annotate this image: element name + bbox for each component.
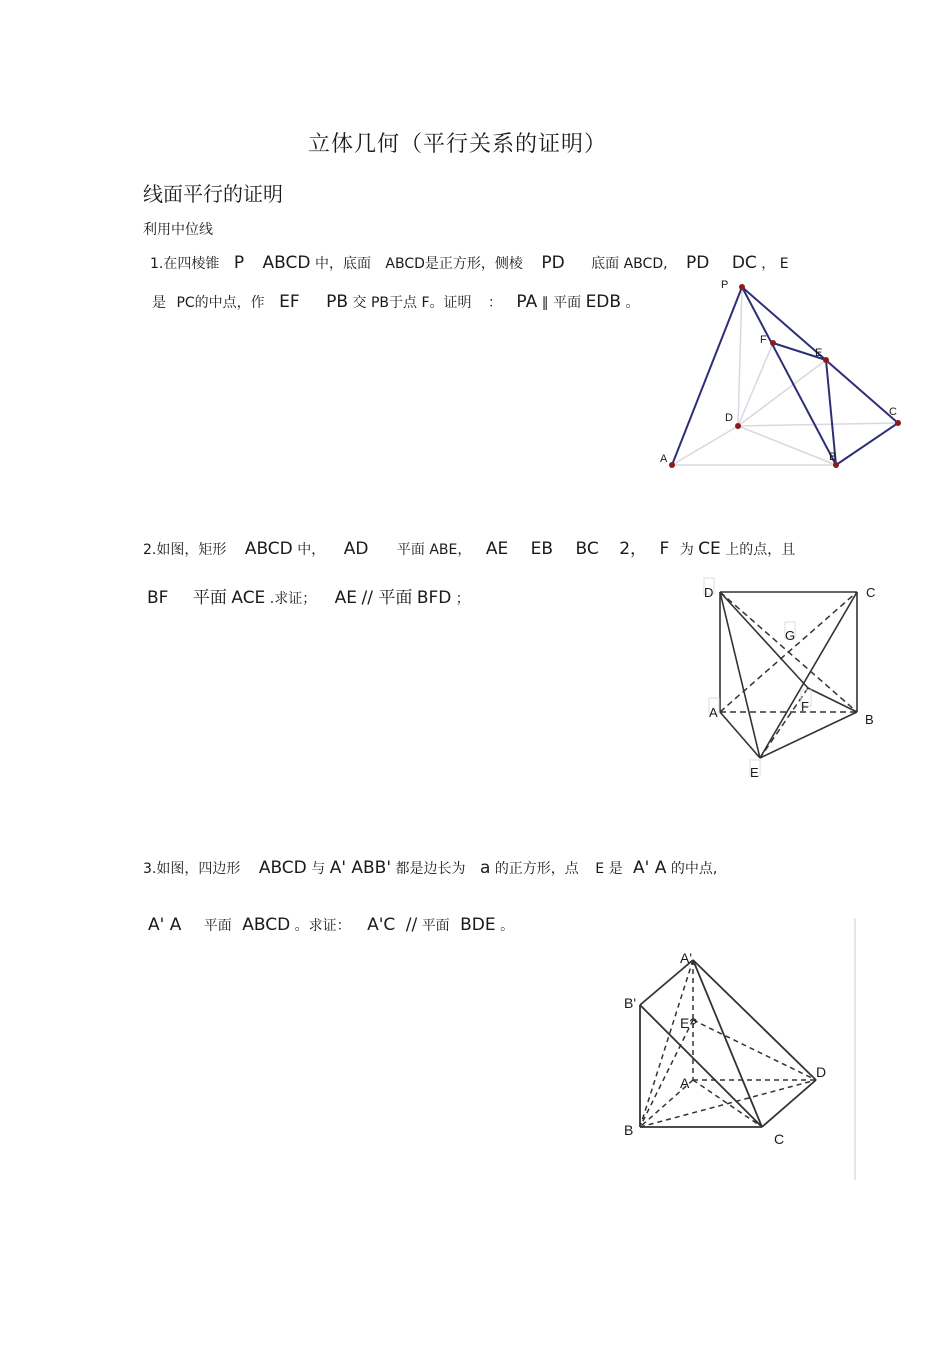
p3-text: 平面 (203, 918, 232, 934)
p3-text: 。求证： (294, 918, 351, 934)
p2-text: BF (147, 588, 169, 608)
p1-text: ∥ 平面 (541, 295, 582, 311)
p3-text: 的中点, (670, 861, 718, 877)
p1-text: PA (516, 292, 538, 312)
label-C: C (774, 1131, 785, 1147)
p1-text: 1.在四棱锥 (150, 256, 220, 272)
label-B-prime: B' (624, 995, 637, 1011)
label-E: E (750, 765, 759, 780)
p2-text: 平面 (192, 588, 227, 608)
p2-text: 上的点，且 (725, 542, 796, 558)
label-B: B (865, 712, 874, 727)
p2-text: CE (698, 539, 721, 559)
p2-text: .求证； (269, 591, 317, 607)
subheading: 利用中位线 (143, 222, 213, 238)
p2-text: F (659, 539, 670, 559)
p3-text: // (405, 915, 418, 935)
label-A: A (709, 705, 718, 720)
p1-text: PB于点 (370, 295, 417, 311)
label-E: E? (680, 1015, 698, 1031)
p2-text: ABE， (429, 542, 472, 558)
p3-text: E (595, 861, 605, 877)
p2-text: AE (334, 588, 358, 608)
p3-text: 的正方形，点 (494, 861, 579, 877)
p1-text: DC (731, 253, 757, 273)
label-B: B (624, 1122, 634, 1138)
p2-text: EB (530, 539, 554, 559)
p1-text: PC的中点，作 (176, 295, 265, 311)
p2-text: AE (485, 539, 509, 559)
label-B: B (829, 451, 837, 463)
label-P: P (721, 279, 729, 291)
label-D: D (816, 1064, 827, 1080)
p1-text: 是 (152, 295, 166, 311)
label-D: D (725, 412, 733, 424)
p2-text: BFD (416, 588, 452, 608)
p3-text: 。 (500, 918, 515, 934)
p3-text: 与 (311, 861, 326, 877)
p1-text: ， (761, 256, 776, 272)
label-G: G (785, 628, 796, 643)
p2-text: ABCD (244, 539, 293, 559)
p1-text: 。 (625, 295, 640, 311)
p1-text: F。证明 (421, 295, 472, 311)
p3-text: ABCD (258, 858, 307, 878)
label-C: C (889, 406, 897, 418)
p2-text: 2.如图，矩形 (143, 542, 227, 558)
p3-text: A' A (148, 915, 182, 935)
p1-text: ABCD, (623, 256, 668, 272)
p3-text: 都是边长为 (395, 861, 466, 877)
p2-text: // 平面 (361, 588, 413, 608)
p3-text: BDE (460, 915, 496, 935)
p1-text: PB (326, 292, 349, 312)
p3-text: A'C (367, 915, 396, 935)
p1-text: 中，底面 (314, 256, 371, 272)
p3-text: A' ABB' (329, 858, 392, 878)
p2-text: 2， (619, 539, 648, 559)
p3-text: ABCD (242, 915, 291, 935)
p3-text: 3.如图，四边形 (143, 861, 241, 877)
p1-text: 底面 (591, 256, 620, 272)
p1-text: EF (279, 292, 300, 312)
label-D: D (704, 585, 714, 600)
p1-text: 交 (352, 295, 367, 311)
p1-text: PD (541, 253, 565, 273)
p3-text: 是 (608, 861, 623, 877)
p2-text: 中， (297, 542, 326, 558)
p2-text: 平面 (396, 542, 425, 558)
p1-text: ABCD (262, 253, 311, 273)
label-C: C (866, 585, 876, 600)
p3-text: A' A (633, 858, 667, 878)
p1-text: PD (686, 253, 710, 273)
label-A: A (660, 453, 668, 465)
p1-text: E (779, 256, 789, 272)
label-F: F (801, 699, 809, 714)
p2-text: ； (455, 591, 470, 607)
p1-text: ： (487, 295, 502, 311)
p1-text: EDB (585, 292, 622, 312)
page-title: 立体几何（平行关系的证明） (308, 132, 608, 157)
section-heading: 线面平行的证明 (143, 182, 283, 206)
p2-text: AD (343, 539, 369, 559)
label-E: E (815, 347, 823, 359)
p2-text: BC (575, 539, 599, 559)
label-A: A (680, 1075, 690, 1091)
p2-text: ACE (231, 588, 266, 608)
p1-text: ABCD是正方形，侧棱 (385, 256, 523, 272)
p3-text: a (479, 858, 491, 878)
p2-text: 为 (679, 542, 694, 558)
p3-text: 平面 (421, 918, 450, 934)
label-A-prime: A' (680, 950, 693, 966)
label-F: F (760, 334, 767, 346)
p1-text: P (233, 253, 245, 273)
